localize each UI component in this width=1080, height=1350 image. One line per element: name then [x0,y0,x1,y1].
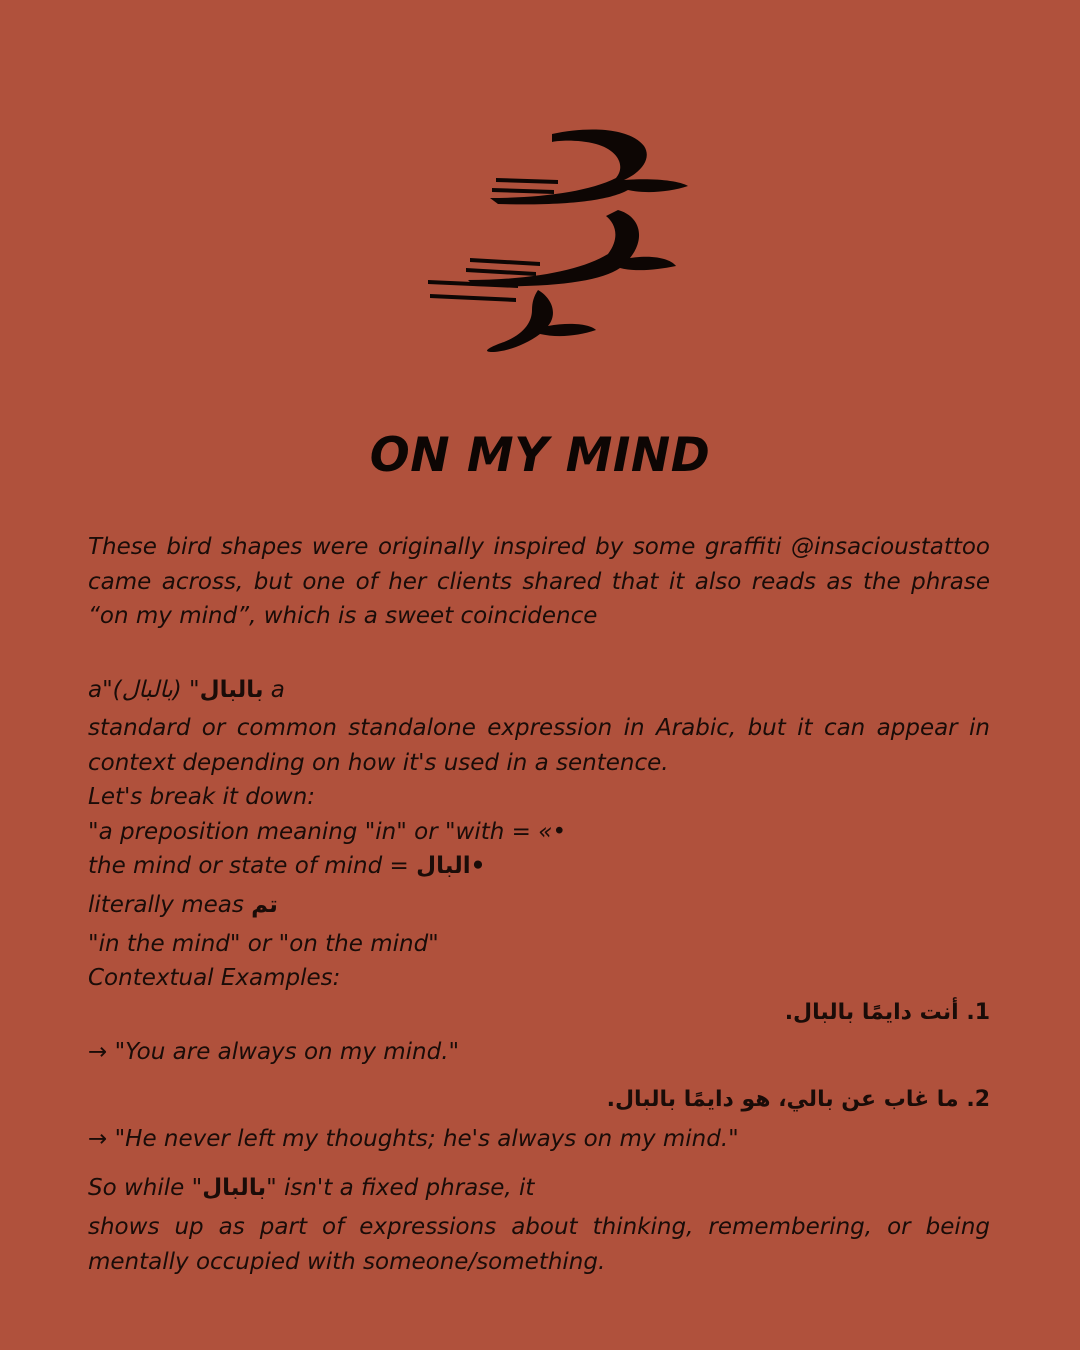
example-2-translation: → "He never left my thoughts; he's always on my mind." [88,1126,739,1152]
literal-line [88,888,278,922]
bullet-mind-arabic: البال• [416,853,486,879]
page-title: ON MY MIND [369,428,711,483]
bullet-mind-text: the mind or state of mind = [88,853,417,879]
closing-paragraph: shows up as part of expressions about thinking, remembering, or being mentally occupied with someone/something. [88,1214,990,1275]
closing-line-1 [88,1171,534,1205]
bullet-mind [88,849,485,883]
phrase-arabic: بالبال [199,677,264,703]
example-2-arabic: 2. ما غاب عن بالي، هو دايمًا بالبال. [606,1087,990,1112]
example-1-arabic: 1. أنت دايمًا بالبال. [784,1000,990,1025]
breakdown-heading: Let's break it down: [88,784,316,810]
closing-arabic: بالبال [202,1175,267,1201]
literal-text: literally meas [88,892,252,918]
explanation-paragraph: standard or common standalone expression in Arabic, but it can appear in context depending on how it's used in a sentence. [88,715,990,776]
phrase-suffix: a [263,677,285,703]
example-1-translation: → "You are always on my mind." [88,1039,460,1065]
phrase-prefix: a"(بالبال) " [88,677,200,703]
closing-suffix: " isn't a fixed phrase, it [266,1175,535,1201]
bullet-preposition: "a preposition meaning "in" or "with = «• [88,819,567,845]
literal-meaning: "in the mind" or "on the mind" [88,931,439,957]
closing-prefix: So while " [88,1175,203,1201]
intro-paragraph: These bird shapes were originally inspired by some graffiti @insacioustattoo came across, but one of her clients shared that it also reads as the phrase “on my mind”, which is a sweet coincidence [88,534,990,629]
examples-heading: Contextual Examples: [88,965,341,991]
phrase-line [88,673,285,707]
bird-shapes-icon [420,120,700,360]
literal-arabic: تم [251,892,278,918]
